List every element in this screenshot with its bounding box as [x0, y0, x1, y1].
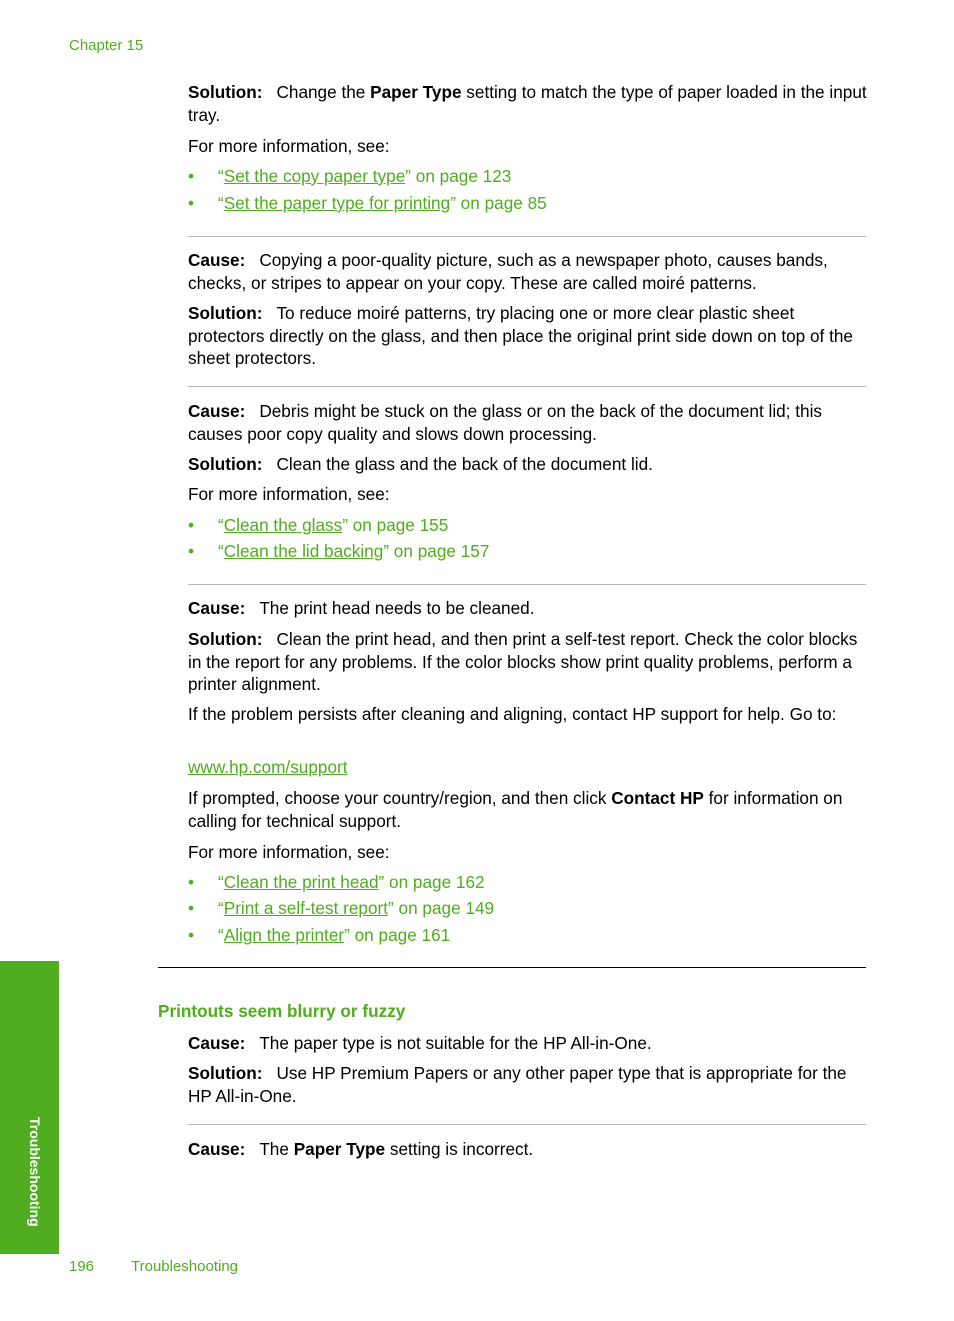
- solution-paragraph: Solution: Clean the glass and the back of the document lid.: [188, 454, 653, 474]
- divider: [188, 236, 866, 237]
- solution-paragraph: Solution: Change the Paper Type setting to match the type of paper loaded in the input tray.: [188, 82, 867, 125]
- list-item: • “Print a self-test report” on page 149: [188, 898, 495, 918]
- list-item: • “Set the paper type for printing” on page 85: [188, 193, 547, 213]
- page-number: 196: [69, 1258, 95, 1275]
- more-info-text: For more information, see:: [188, 842, 390, 862]
- hp-support-link[interactable]: www.hp.com/support: [188, 757, 348, 777]
- link-clean-lid-backing[interactable]: Clean the lid backing: [223, 541, 384, 561]
- more-info-text: For more information, see:: [188, 136, 390, 156]
- cause-paragraph: Cause: Copying a poor-quality picture, such as a newspaper photo, causes bands, checks, or stripes to appear on your copy. These are called moiré patterns.: [188, 250, 828, 293]
- divider: [188, 584, 866, 585]
- chapter-label: Chapter 15: [69, 37, 144, 54]
- list-item: • “Clean the glass” on page 155: [188, 515, 449, 535]
- solution-paragraph: Solution: Clean the print head, and then print a self-test report. Check the color blocks in the report for any problems. If the color blocks show print quality problems, perform a printer alignment.: [188, 629, 858, 694]
- solution-paragraph: Solution: To reduce moiré patterns, try placing one or more clear plastic sheet protectors directly on the glass, and then place the original print side down on top of the sheet protectors.: [188, 303, 853, 368]
- list-item: • “Clean the lid backing” on page 157: [188, 541, 490, 561]
- prompt-paragraph: If prompted, choose your country/region, and then click Contact HP for information on calling for technical support.: [188, 788, 843, 831]
- persist-paragraph: If the problem persists after cleaning and aligning, contact HP support for help. Go to:: [188, 704, 837, 724]
- cause-paragraph: Cause: Debris might be stuck on the glass or on the back of the document lid; this causes poor copy quality and slows down processing.: [188, 401, 823, 444]
- cause-paragraph: Cause: The Paper Type setting is incorrect.: [188, 1139, 534, 1159]
- cause-paragraph: Cause: The paper type is not suitable for the HP All-in-One.: [188, 1033, 652, 1053]
- section-divider: [158, 967, 866, 968]
- more-info-text: For more information, see:: [188, 484, 390, 504]
- link-set-copy-paper-type[interactable]: Set the copy paper type: [223, 166, 406, 186]
- list-item: • “Set the copy paper type” on page 123: [188, 166, 512, 186]
- side-tab-label: Troubleshooting: [27, 1117, 43, 1227]
- link-align-printer[interactable]: Align the printer: [223, 925, 345, 945]
- paper-type-term: Paper Type: [370, 82, 462, 102]
- footer-section: Troubleshooting: [131, 1258, 239, 1275]
- list-item: • “Clean the print head” on page 162: [188, 872, 485, 892]
- link-clean-print-head[interactable]: Clean the print head: [223, 872, 379, 892]
- solution-label: Solution:: [188, 82, 263, 102]
- list-item: • “Align the printer” on page 161: [188, 925, 451, 945]
- divider: [188, 1124, 866, 1125]
- link-clean-glass[interactable]: Clean the glass: [223, 515, 343, 535]
- section-heading: Printouts seem blurry or fuzzy: [158, 1001, 406, 1021]
- link-print-self-test-report[interactable]: Print a self-test report: [223, 898, 389, 918]
- link-set-paper-type-printing[interactable]: Set the paper type for printing: [223, 193, 451, 213]
- cause-paragraph: Cause: The print head needs to be cleaned.: [188, 598, 535, 618]
- divider: [188, 386, 866, 387]
- solution-paragraph: Solution: Use HP Premium Papers or any other paper type that is appropriate for the HP All-in-One.: [188, 1063, 847, 1106]
- contact-hp-term: Contact HP: [611, 788, 704, 808]
